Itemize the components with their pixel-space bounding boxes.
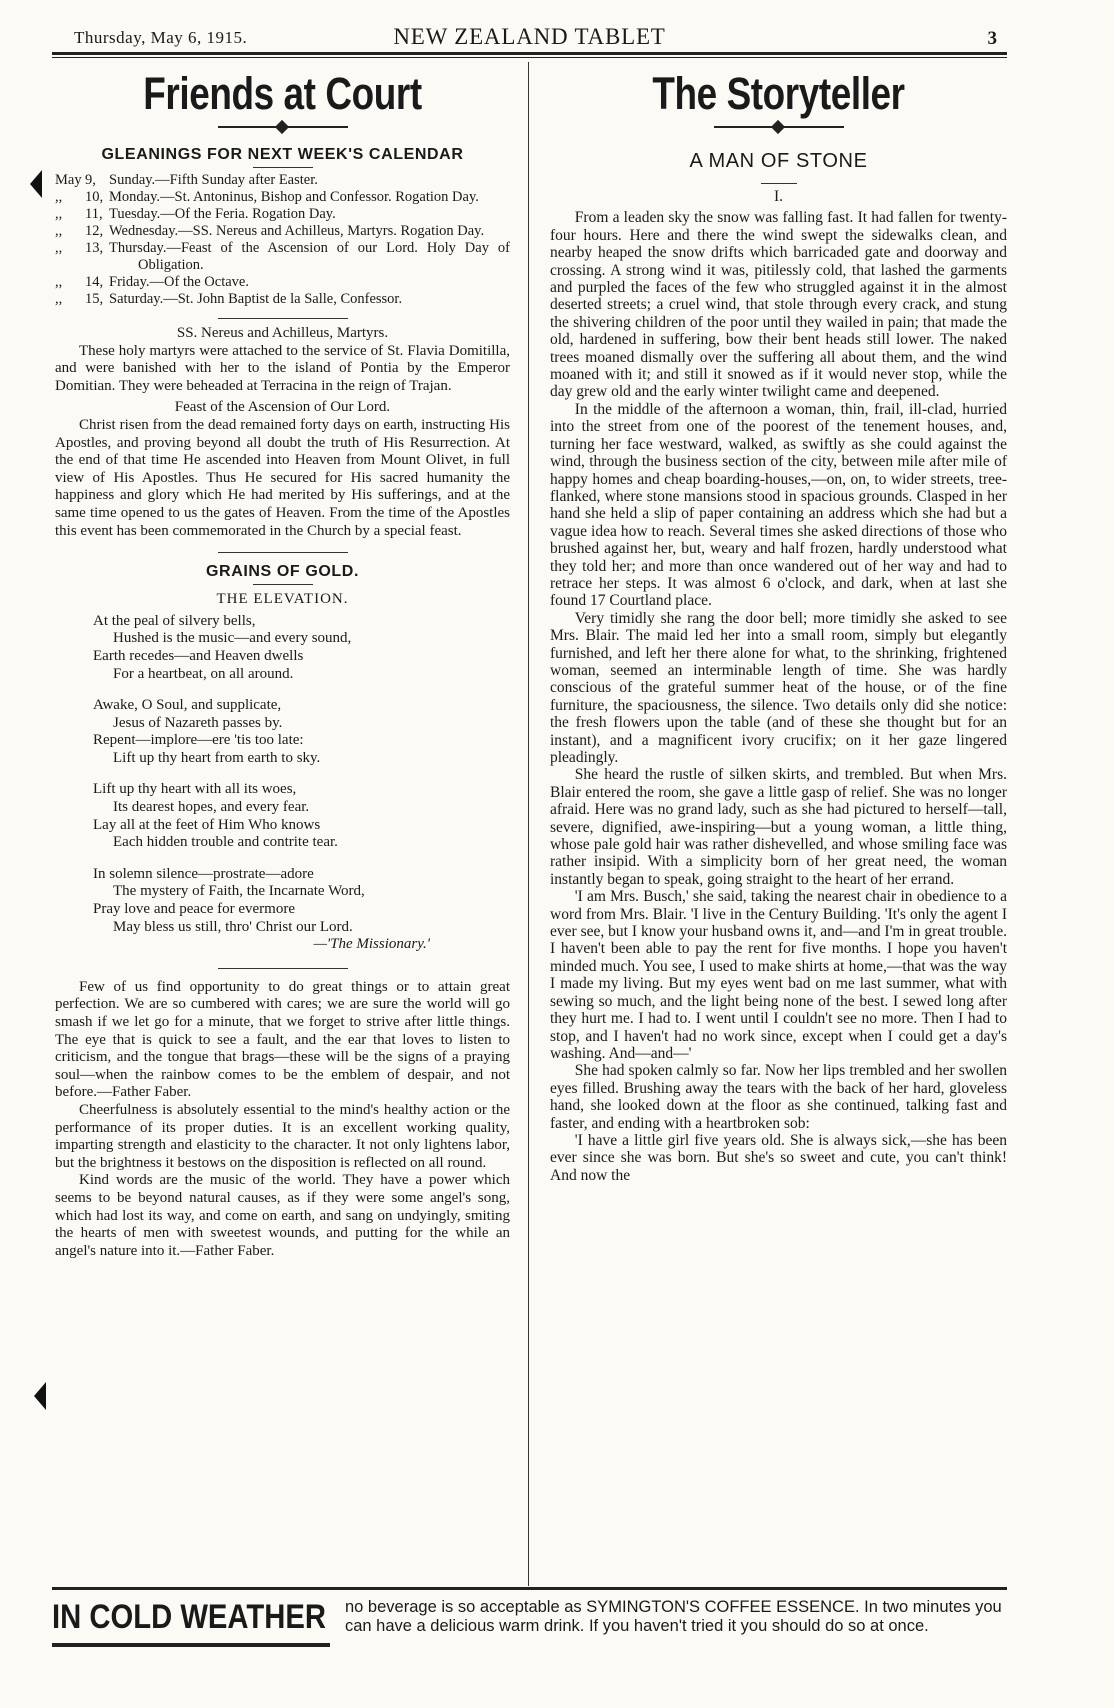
divider	[253, 167, 313, 168]
calendar-entry: ,, 15, Saturday.—St. John Baptist de la Salle, Confessor.	[55, 291, 403, 307]
divider	[253, 584, 313, 585]
poem-title: THE ELEVATION.	[216, 591, 349, 608]
calendar-entry: May 9, Sunday.—Fifth Sunday after Easter.	[55, 172, 318, 188]
ornament-rule	[714, 126, 844, 134]
page-header	[52, 24, 1007, 50]
advert-headline: IN COLD WEATHER	[52, 1598, 326, 1636]
cheerfulness-paragraph: Cheerfulness is absolutely essential to the mind's healthy action or the performance of its proper duties. It is an excellent working quality, imparting strength and elasticity to the character. It not only lightens labor, but the brightness it bestows on the disposition is reflected on all round.	[55, 1101, 510, 1171]
divider	[761, 183, 797, 184]
advert-text: no beverage is so acceptable as SYMINGTON'S COFFEE ESSENCE. In two minutes you can have a delicious warm drink. If you haven't tried it you should do so at once.	[345, 1598, 1002, 1635]
ornament-rule	[218, 126, 348, 134]
poem-stanza: Lift up thy heart with all its woes, Its dearest hopes, and every fear. Lay all at the feet of Him Who knows Each hidden trouble and contrite tear.	[93, 781, 338, 851]
calendar-entry: ,, 14, Friday.—Of the Octave.	[55, 274, 249, 290]
page-number: 3	[987, 28, 997, 49]
ascension-text: Christ risen from the dead remained forty days on earth, instructing His Apostles, and proving beyond all doubt the truth of His Resurrection. At the end of that time He ascended into Heaven from Mount Olivet, in full view of His Apostles. Thus He secured for His sacred humanity the happiness and glory which He had merited by His sufferings, and at the same time opened to us the gates of Heaven. From the time of the Apostles this event has been commemorated in the Church by a special feast.	[55, 416, 510, 539]
poem-stanza: Awake, O Soul, and supplicate, Jesus of Nazareth passes by. Repent—implore—ere 'tis too late: Lift up thy heart from earth to sky.	[93, 697, 321, 766]
story-paragraph: From a leaden sky the snow was falling fast. It had fallen for twenty-four hours. Here and there the wind swept the sidewalks clean, and nearby heaped the snow drifts which barricaded gate and doorway and crossing. A strong wind it was, pitilessly cold, that lashed the garments and purpled the faces of the few who struggled against it in the almost deserted streets; a cruel wind, that stole through every crack, and stung the shivering children of the poor until they wailed in pain; that made the old, hardened in suffering, bow their bent heads still lower. The naked trees moaned dismally over the suffering all about them, and the wind moaned with it; and still it snowed as if it would never stop, while the day grew old and the early winter twilight came and deepened.	[550, 209, 1007, 401]
saints-text: These holy martyrs were attached to the service of St. Flavia Domitilla, and were banished with her to the island of Pontia by the Emperor Domitian. They were beheaded at Terracina in the reign of Trajan.	[55, 342, 510, 394]
story-paragraph: In the middle of the afternoon a woman, thin, frail, ill-clad, hurried into the street from one of the poorest of the tenement houses, and, turning her face westward, walked, as swiftly as she could against the wind, through the business section of the city, between mile after mile of happy homes and cheap boarding-houses,—on, on, to wider streets, tree-flanked, where stone mansions stood in spacious grounds. Clasped in her hand she held a slip of paper containing an address which she had but a vague idea how to reach. Several times she asked directions of those who brushed against her, but, weary and half frozen, hardly understood what they told her; and more than once wandered out of her way and had to retrace her steps. It was almost 6 o'clock, and dark, when at last she found 17 Courtland place.	[550, 400, 1007, 610]
story-paragraph: She heard the rustle of silken skirts, and trembled. But when Mrs. Blair entered the room, she gave a little gasp of relief. She was no longer afraid. Here was no grand lady, such as she had pictured to herself—tall, severe, dignified, awe-inspiring—but a young woman, a little thing, whose pale gold hair was rather dishevelled, and whose smiling face was rather insipid. With a simplicity born of her great need, the woman instantly began to speak, going straight to the heart of her errand.	[550, 766, 1007, 888]
right-column	[550, 60, 1007, 1184]
poem-stanza: In solemn silence—prostrate—adore The mystery of Faith, the Incarnate Word, Pray love and peace for evermore May bless us still, thro' Christ our Lord.	[93, 865, 365, 935]
story-paragraph: Very timidly she rang the door bell; more timidly she asked to see Mrs. Blair. The maid led her into a small room, simply but elegantly furnished, and left her there alone for what, to the shrinking, frightened woman, seemed an interminable length of time. She was hardly conscious of the grateful summer heat of the house, or of the fine furniture, the spaciousness, the silence. Two details only did she notice: the fresh flowers upon the table (and of these she thought but for an instant), and a magnificent ivory crucifix; on it her gaze lingered pleadingly.	[550, 609, 1007, 766]
calendar-heading: GLEANINGS FOR NEXT WEEK'S CALENDAR	[101, 146, 464, 163]
calendar-list	[55, 172, 510, 308]
poem-stanza: At the peal of silvery bells, Hushed is the music—and every sound, Earth recedes—and Heaven dwells For a heartbeat, on all around.	[93, 612, 352, 682]
divider	[218, 968, 348, 969]
calendar-entry: ,, 11, Tuesday.—Of the Feria. Rogation Day.	[55, 206, 336, 222]
newspaper-title: NEW ZEALAND TABLET	[393, 24, 666, 49]
calendar-entry: ,, 12, Wednesday.—SS. Nereus and Achilleus, Martyrs. Rogation Day.	[55, 223, 485, 239]
grains-heading: GRAINS OF GOLD.	[206, 563, 359, 581]
calendar-entry: ,, 13, Thursday.—Feast of the Ascension of our Lord. Holy Day of Obligation.	[55, 240, 510, 273]
section-number: I.	[773, 188, 784, 205]
saints-heading: SS. Nereus and Achilleus, Martyrs.	[176, 325, 389, 341]
poem-credit: —'The Missionary.'	[313, 936, 430, 953]
kind-words-paragraph: Kind words are the music of the world. They have a power which seems to be beyond natural causes, as if they were some angel's song, which had lost its way, and come on earth, and sang on undyingly, smiting the hearts of men with sweetest wounds, and putting for the while an angel's nature into it.—Father Faber.	[55, 1172, 510, 1259]
column-divider	[528, 62, 529, 1586]
issue-date: Thursday, May 6, 1915.	[74, 28, 248, 47]
advert-rule	[52, 1587, 1007, 1590]
divider	[218, 552, 348, 553]
story-paragraph: 'I am Mrs. Busch,' she said, taking the nearest chair in obedience to a word from Mrs. Blair. 'I live in the Century Building. 'It's only the agent I ever see, but I know your husband owns it, and—and I'm in great trouble. I haven't been able to pay the rent for five months. I hope you haven't minded much. You see, I used to make shirts at home,—that was the way I made my living. But my eyes went bad on me last summer, what with sewing so much, and the light being none of the best. I sewed long after they hurt me. I had to. I went until I couldn't see no more. Then I had to stop, and I haven't had no work since, except when I could get a day's washing. And—and—'	[550, 888, 1007, 1062]
friends-at-court-title: Friends at Court	[143, 68, 422, 119]
pointer-icon	[34, 1382, 46, 1410]
divider	[218, 318, 348, 319]
advert-underline	[52, 1643, 330, 1647]
story-paragraph: 'I have a little girl five years old. She is always sick,—she has been ever since she was born. But she's so sweet and cute, you can't think! And now the	[550, 1131, 1007, 1184]
storyteller-title: The Storyteller	[652, 68, 905, 119]
pointer-icon	[30, 170, 42, 198]
story-paragraph: She had spoken calmly so far. Now her lips trembled and her swollen eyes filled. Brushing away the tears with the back of her hard, gloveless hand, she looked down at the floor as she continued, talking fast and faster, and ending with a heartbroken sob:	[550, 1062, 1007, 1132]
poem	[93, 613, 510, 954]
calendar-entry: ,, 10, Monday.—St. Antoninus, Bishop and Confessor. Rogation Day.	[55, 189, 479, 205]
ascension-heading: Feast of the Ascension of Our Lord.	[174, 399, 391, 416]
left-column	[55, 60, 510, 1260]
header-rule	[52, 52, 1007, 58]
story-title: A MAN OF STONE	[689, 150, 868, 172]
faber-paragraph: Few of us find opportunity to do great things or to attain great perfection. We are so cumbered with cares; we are sure the world will go smash if we let go for a minute, that we forget to strive after little things. The eye that is quick to see a fault, and the ear that loves to listen to criticism, and the tongue that brags—these will be the signs of a praying soul—when the rainbow comes to be the emblem of despair, and not before.—Father Faber.	[55, 978, 510, 1101]
